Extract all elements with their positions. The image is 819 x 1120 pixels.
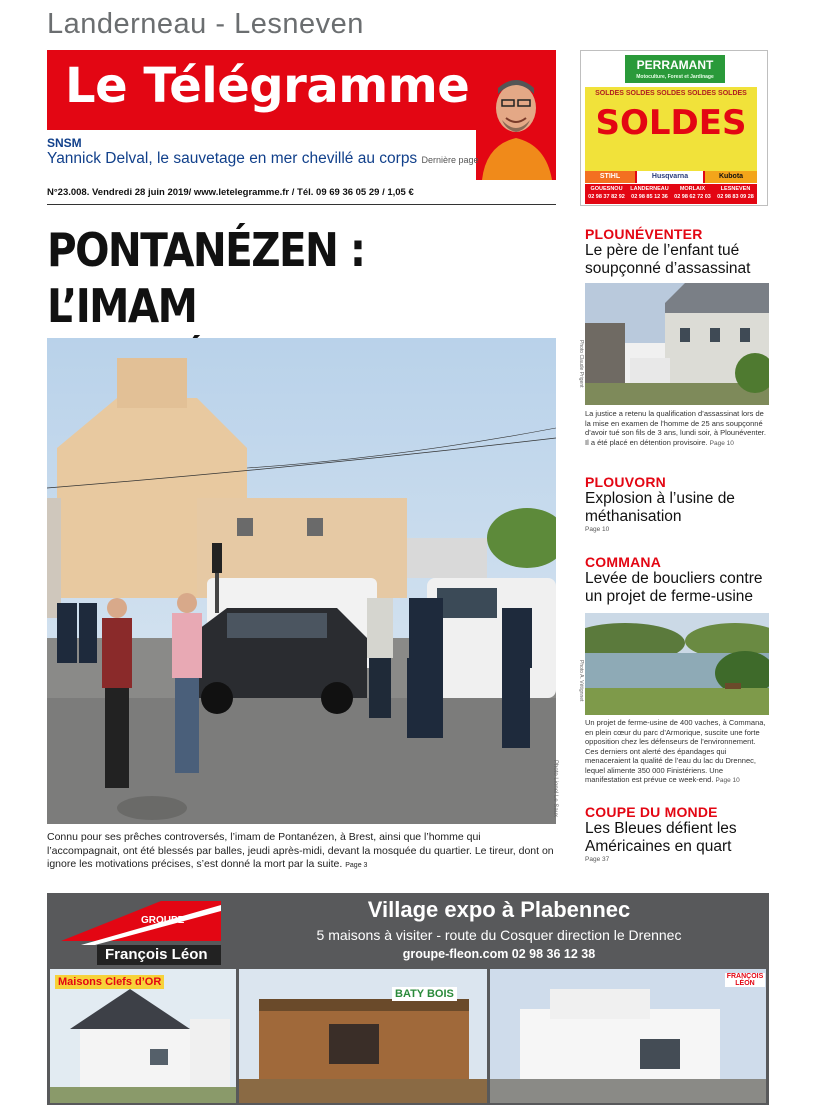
story-commana[interactable]: [585, 554, 769, 606]
house-photo-3: [490, 969, 766, 1103]
teaser-page-ref: Dernière page: [421, 155, 479, 165]
portrait-photo: [476, 50, 556, 180]
photo-credit: Photo A. Vétignnet: [578, 660, 584, 702]
story-plouvorn[interactable]: [585, 474, 769, 533]
edition-name: Landerneau - Lesneven: [47, 8, 364, 40]
main-photo: [47, 338, 556, 824]
ad-contact[interactable]: groupe-fleon.com 02 98 36 12 38: [402, 947, 596, 961]
masthead[interactable]: [47, 50, 556, 130]
teaser-kicker: SNSM: [47, 136, 82, 150]
story-page-ref: Page 37: [585, 856, 610, 863]
story-body-text: Un projet de ferme-usine de 400 vaches, à Commana, en plein cœur du parc d’Armorique, suscite une forte opposition chez les défenseurs de l’environnement. Ces derniers ont alerté des épandages qui menaceraient la qualité de l’eau du lac du Drennec, lequel alimente 350 000 Finistériens. Une manifestation est prévue ce week-end.: [585, 718, 766, 784]
store-name: GOUESNOU: [590, 186, 623, 192]
story-kicker: COMMANA: [585, 554, 662, 570]
brand-clefs-dor: Maisons Clefs d’OR: [55, 975, 164, 989]
kubota-logo: Kubota: [705, 171, 757, 183]
headline-line-1[interactable]: PONTANÉZEN : L’IMAM: [47, 223, 365, 333]
main-caption: [47, 831, 556, 873]
ad-directions: 5 maisons à visiter - route du Cosquer direction le Drennec: [316, 927, 682, 943]
store-lesneven: [714, 185, 757, 201]
husqvarna-logo: Husqvarna: [637, 171, 703, 183]
photo-credit: Photo Claude Prigent: [578, 340, 584, 388]
store-gouesnou: [585, 185, 628, 201]
advertisement-village-expo[interactable]: [47, 893, 769, 1105]
story-page-ref: Page 10: [709, 439, 734, 447]
dateline: N°23.008. Vendredi 28 juin 2019/ www.letelegramme.fr / Tél. 09 69 36 05 29 / 1,05 €: [47, 187, 414, 198]
story-photo-commana: [585, 613, 769, 715]
teaser-headline[interactable]: [47, 150, 479, 168]
caption-page-ref: Page 3: [345, 862, 368, 869]
stihl-logo: STIHL: [585, 171, 635, 183]
story-photo-plouneventer: [585, 283, 769, 405]
ad-brand-name: PERRAMANT: [636, 58, 714, 72]
store-morlaix: [671, 185, 714, 201]
ad-brand-sub: Motoculture, Forest et Jardinage: [636, 74, 714, 80]
divider: [47, 204, 556, 205]
ad-brand: [625, 55, 725, 83]
logo-groupe: GROUPE: [141, 915, 185, 926]
story-coupe-du-monde[interactable]: [585, 804, 769, 863]
ad-title[interactable]: Village expo à Plabennec: [367, 897, 631, 922]
store-phone: 02 98 37 82 92: [588, 194, 625, 200]
store-phone: 02 98 85 12 36: [631, 194, 668, 200]
store-name: LESNEVEN: [720, 186, 751, 192]
story-body: [585, 409, 769, 448]
ad-store-locations: [585, 184, 757, 204]
story-kicker: PLOUNÉVENTER: [585, 226, 703, 242]
ad-soldes-panel: [585, 87, 757, 171]
story-body-text: La justice a retenu la qualification d’assassinat lors de la mise en examen de l’homme de 25 ans soupçonné d’avoir tué son fils de 3 ans, lundi soir, à Plounéventer. Il a été placé en détention provisoire.: [585, 409, 766, 447]
story-title[interactable]: Explosion à l’usine de méthanisation: [585, 490, 735, 525]
advertisement-perramant[interactable]: [580, 50, 768, 206]
ad-soldes-text: SOLDES: [595, 103, 747, 143]
brand-baty-bois: BATY BOIS: [392, 987, 457, 1001]
brand-francois-leon: FRANÇOIS LÉON: [726, 973, 764, 987]
caption-text: Connu pour ses prêches controversés, l’imam de Pontanézen, à Brest, ainsi que l’homme qui l’accompagnait, ont été blessés par balles, jeudi après-midi, devant la mosquée du quartier. Le tireur, dont on ignore les motivations précises, s’est donné la mort par la suite.: [47, 831, 554, 870]
story-page-ref: Page 10: [585, 526, 610, 533]
store-phone: 02 98 83 09 28: [717, 194, 754, 200]
story-kicker: COUPE DU MONDE: [585, 804, 718, 820]
story-kicker: PLOUVORN: [585, 474, 666, 490]
story-title[interactable]: Levée de boucliers contre un projet de ferme-usine: [585, 570, 763, 605]
store-landerneau: [628, 185, 671, 201]
story-page-ref: Page 10: [715, 777, 740, 784]
store-name: MORLAIX: [679, 186, 706, 192]
logo-name: François Léon: [105, 946, 208, 963]
store-phone: 02 98 62 72 03: [674, 194, 711, 200]
story-plouneventer[interactable]: [585, 226, 769, 278]
teaser-text[interactable]: Yannick Delval, le sauvetage en mer chevillé au corps: [47, 150, 418, 167]
store-name: LANDERNEAU: [630, 186, 669, 192]
story-title[interactable]: Le père de l’enfant tué soupçonné d’assassinat: [585, 242, 751, 277]
newspaper-title[interactable]: Le Télégramme: [65, 58, 470, 114]
ad-soldes-strip: SOLDES SOLDES SOLDES SOLDES SOLDES: [595, 90, 747, 97]
story-body: [585, 718, 769, 786]
photo-credit: Photo Lionel Le Saux: [552, 760, 558, 818]
francois-leon-logo: [61, 901, 221, 965]
ad-brand-logos: [585, 171, 757, 183]
story-title[interactable]: Les Bleues défient les Américaines en quart: [585, 820, 737, 855]
house-photo-1: [50, 969, 236, 1103]
